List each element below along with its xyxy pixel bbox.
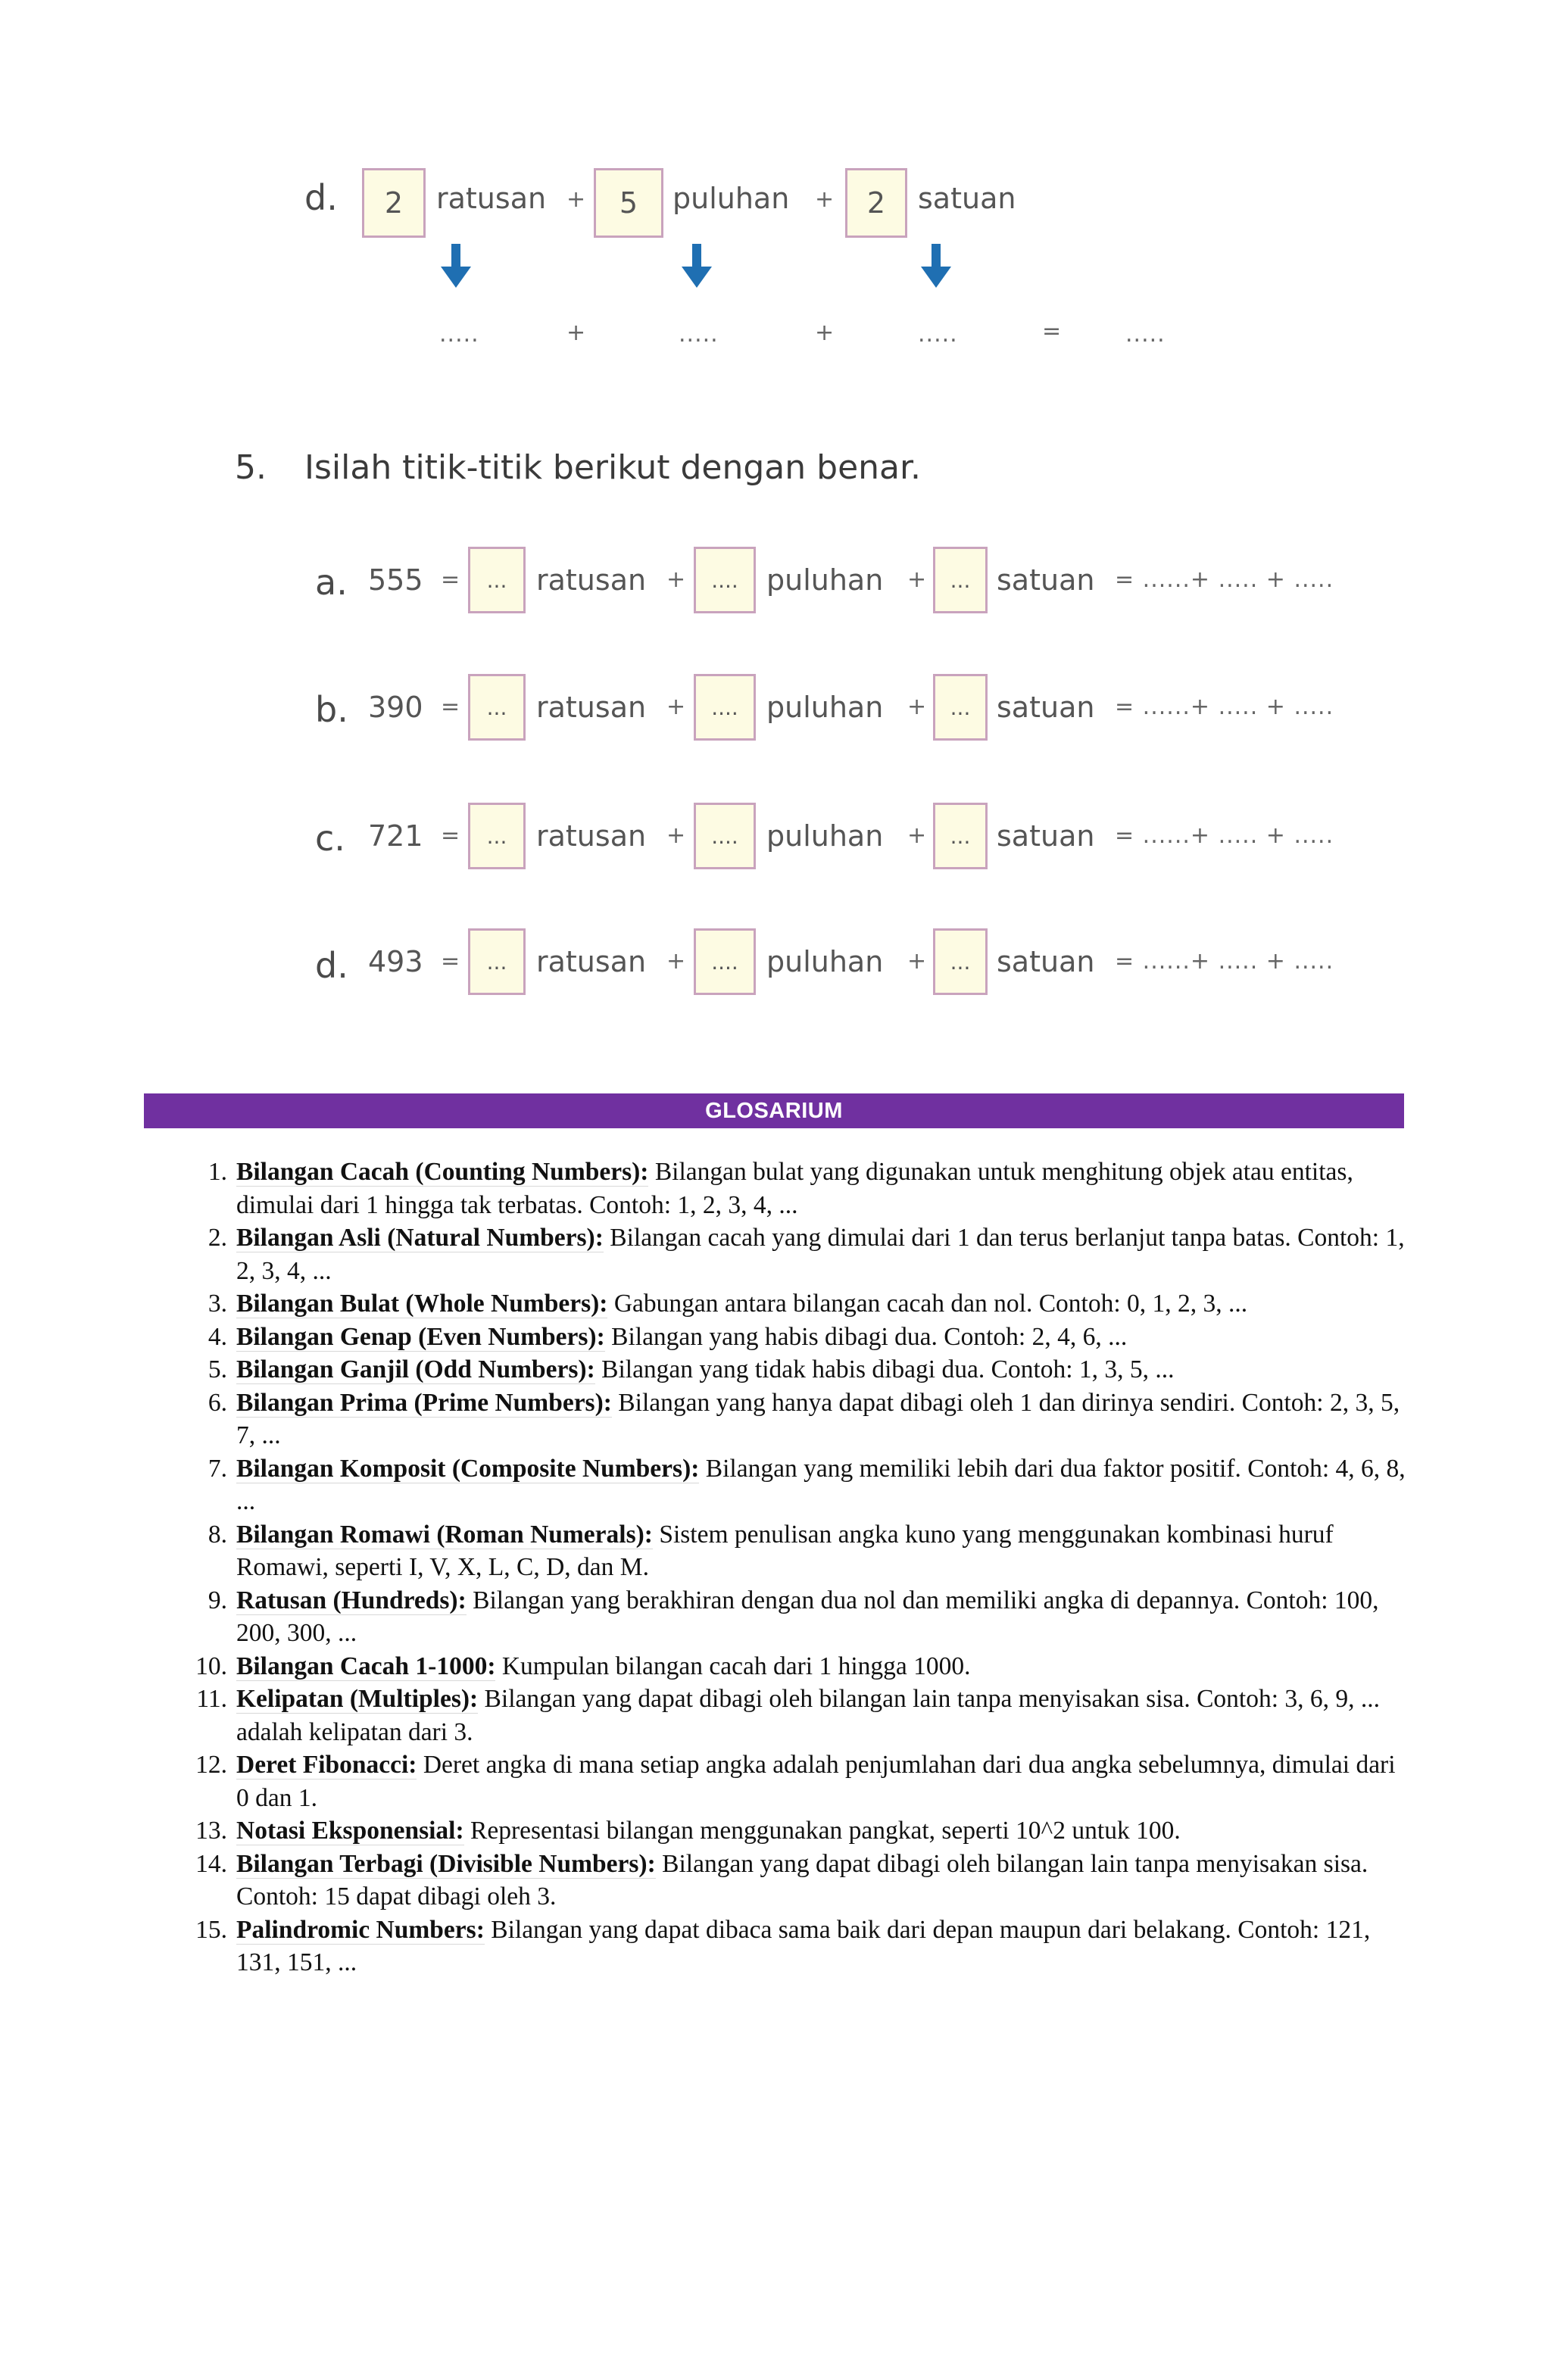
- plus-sign: +: [566, 320, 586, 346]
- ones-box[interactable]: ...: [933, 547, 988, 613]
- glossary-item-number: 3.: [208, 1290, 227, 1318]
- plus-sign: +: [815, 186, 835, 213]
- glossary-definition: Bilangan yang dapat dibaca sama baik dari depan maupun dari belakang. Contoh: 121, 131, 151, ...: [236, 1915, 1371, 1976]
- plus-sign: +: [666, 694, 686, 720]
- glossary-definition: Bilangan yang berakhiran dengan dua nol dan memiliki angka di depannya. Contoh: 100, 200, 300, ...: [236, 1586, 1379, 1647]
- ones-label: satuan: [997, 563, 1095, 597]
- glossary-item: [182, 1584, 1409, 1650]
- tens-box[interactable]: ....: [694, 547, 756, 613]
- row-value: 555: [368, 563, 423, 597]
- question-instruction: Isilah titik-titik berikut dengan benar.: [304, 448, 922, 487]
- plus-sign: +: [566, 186, 586, 213]
- glossary-term: Ratusan (Hundreds):: [236, 1586, 467, 1614]
- glossary-item-number: 11.: [196, 1685, 227, 1713]
- glossary-item-number: 10.: [195, 1652, 227, 1680]
- glossary-item-number: 6.: [208, 1388, 227, 1417]
- blank: .....: [439, 321, 479, 348]
- glossary-item-number: 12.: [195, 1751, 227, 1779]
- glossary-definition: Bilangan yang habis dibagi dua. Contoh: 2, 4, 6, ...: [604, 1322, 1128, 1351]
- glossary-term: Bilangan Komposit (Composite Numbers):: [236, 1454, 700, 1483]
- glossary-item-number: 7.: [208, 1454, 227, 1483]
- hundreds-box: 2: [362, 168, 426, 238]
- glossary-item: [182, 1221, 1409, 1287]
- tens-label: puluhan: [766, 945, 884, 978]
- glossary-definition: Bilangan yang dapat dibagi oleh bilangan lain tanpa menyisakan sisa. Contoh: 3, 6, 9, ... adalah kelipatan dari 3.: [236, 1685, 1381, 1746]
- tens-label: puluhan: [766, 691, 884, 724]
- glossary-definition: Bilangan cacah yang dimulai dari 1 dan terus berlanjut tanpa batas. Contoh: 1, 2, 3, 4, ...: [236, 1224, 1405, 1285]
- plus-sign: +: [666, 948, 686, 975]
- tens-box: 5: [594, 168, 663, 238]
- tens-label: puluhan: [673, 182, 790, 215]
- ones-label: satuan: [997, 691, 1095, 724]
- arrow-down-icon: [439, 244, 473, 289]
- glossary-term: Bilangan Genap (Even Numbers):: [236, 1322, 605, 1351]
- glossary-item-number: 15.: [195, 1915, 227, 1944]
- row-value: 390: [368, 691, 423, 724]
- glossary-item-number: 13.: [195, 1817, 227, 1845]
- glossary-term: Deret Fibonacci:: [236, 1751, 417, 1779]
- hundreds-box[interactable]: ...: [468, 803, 526, 869]
- expanded-form-blanks: = ......+ ..... + .....: [1115, 948, 1334, 975]
- plus-sign: +: [907, 566, 927, 593]
- ones-box: 2: [845, 168, 907, 238]
- glossary-item: [182, 1353, 1409, 1387]
- glossary-definition: Kumpulan bilangan cacah dari 1 hingga 1000.: [495, 1652, 971, 1680]
- glossary-term: Bilangan Asli (Natural Numbers):: [236, 1224, 604, 1252]
- glossary-term: Bilangan Cacah (Counting Numbers):: [236, 1158, 649, 1186]
- tens-box[interactable]: ....: [694, 674, 756, 741]
- equals-sign: =: [441, 948, 460, 975]
- glossary-item-number: 5.: [208, 1355, 227, 1383]
- glossary-definition: Bilangan yang hanya dapat dibagi oleh 1 dan dirinya sendiri. Contoh: 2, 3, 5, 7, ...: [236, 1388, 1400, 1449]
- glossary-item: [182, 1650, 1409, 1683]
- glossary-term: Bilangan Ganjil (Odd Numbers):: [236, 1355, 595, 1383]
- glossary-term: Bilangan Bulat (Whole Numbers):: [236, 1290, 608, 1318]
- glossary-definition: Bilangan yang dapat dibagi oleh bilangan lain tanpa menyisakan sisa. Contoh: 15 dapat dibagi oleh 3.: [236, 1849, 1368, 1911]
- ones-label: satuan: [997, 945, 1095, 978]
- glossary-term: Palindromic Numbers:: [236, 1915, 485, 1944]
- equals-sign: =: [441, 822, 460, 849]
- ones-label: satuan: [918, 182, 1016, 215]
- hundreds-box[interactable]: ...: [468, 674, 526, 741]
- glossary-definition: Gabungan antara bilangan cacah dan nol. Contoh: 0, 1, 2, 3, ...: [607, 1290, 1248, 1318]
- glossary-definition: Representasi bilangan menggunakan pangkat, seperti 10^2 untuk 100.: [463, 1817, 1181, 1845]
- equals-sign: =: [441, 566, 460, 593]
- blank: .....: [918, 321, 958, 348]
- plus-sign: +: [907, 694, 927, 720]
- glossary-item: [182, 1321, 1409, 1354]
- glossary-term: Bilangan Cacah 1-1000:: [236, 1652, 496, 1680]
- glossary-term: Bilangan Prima (Prime Numbers):: [236, 1388, 612, 1417]
- expanded-form-blanks: = ......+ ..... + .....: [1115, 694, 1334, 720]
- glossary-item: [182, 1287, 1409, 1321]
- glossary-term: Bilangan Romawi (Roman Numerals):: [236, 1520, 653, 1549]
- tens-box[interactable]: ....: [694, 803, 756, 869]
- row-value: 493: [368, 945, 423, 978]
- glossary-item: [182, 1914, 1409, 1979]
- glossary-list: [182, 1156, 1409, 1979]
- glossary-item-number: 2.: [208, 1224, 227, 1252]
- glossary-item: [182, 1518, 1409, 1584]
- glossary-item: [182, 1156, 1409, 1221]
- arrow-down-icon: [919, 244, 953, 289]
- expanded-form-blanks: = ......+ ..... + .....: [1115, 566, 1334, 593]
- exercise-letter: d.: [304, 177, 338, 218]
- tens-box[interactable]: ....: [694, 928, 756, 995]
- glossary-item: [182, 1814, 1409, 1848]
- glossary-item-number: 1.: [208, 1158, 227, 1186]
- glossary-item: [182, 1387, 1409, 1452]
- plus-sign: +: [907, 822, 927, 849]
- ones-box[interactable]: ...: [933, 803, 988, 869]
- glossary-item-number: 9.: [208, 1586, 227, 1614]
- hundreds-box[interactable]: ...: [468, 547, 526, 613]
- glossary-banner: GLOSARIUM: [144, 1093, 1404, 1128]
- hundreds-label: ratusan: [536, 563, 647, 597]
- tens-label: puluhan: [766, 819, 884, 853]
- hundreds-label: ratusan: [536, 691, 647, 724]
- equals-sign: =: [1042, 318, 1062, 345]
- row-letter: b.: [315, 689, 348, 730]
- plus-sign: +: [907, 948, 927, 975]
- equals-sign: =: [441, 694, 460, 720]
- glossary-definition: Sistem penulisan angka kuno yang menggunakan kombinasi huruf Romawi, seperti I, V, X, L, C, D, dan M.: [236, 1520, 1334, 1581]
- row-letter: c.: [315, 818, 345, 859]
- ones-box[interactable]: ...: [933, 674, 988, 741]
- expanded-form-blanks: = ......+ ..... + .....: [1115, 822, 1334, 849]
- hundreds-label: ratusan: [536, 819, 647, 853]
- plus-sign: +: [815, 320, 835, 346]
- row-letter: d.: [315, 945, 348, 986]
- plus-sign: +: [666, 822, 686, 849]
- glossary-item-number: 8.: [208, 1520, 227, 1549]
- glossary-definition: Bilangan bulat yang digunakan untuk menghitung objek atau entitas, dimulai dari 1 hingga tak terbatas. Contoh: 1, 2, 3, 4, ...: [236, 1158, 1353, 1219]
- glossary-definition: Bilangan yang tidak habis dibagi dua. Contoh: 1, 3, 5, ...: [594, 1355, 1175, 1383]
- glossary-item: [182, 1683, 1409, 1748]
- blank: .....: [1125, 321, 1166, 348]
- tens-label: puluhan: [766, 563, 884, 597]
- blank: .....: [679, 321, 719, 348]
- glossary-term: Bilangan Terbagi (Divisible Numbers):: [236, 1849, 656, 1878]
- hundreds-label: ratusan: [536, 945, 647, 978]
- row-value: 721: [368, 819, 423, 853]
- glossary-definition: Bilangan yang memiliki lebih dari dua faktor positif. Contoh: 4, 6, 8, ...: [236, 1454, 1406, 1515]
- plus-sign: +: [666, 566, 686, 593]
- ones-label: satuan: [997, 819, 1095, 853]
- glossary-term: Notasi Eksponensial:: [236, 1817, 464, 1845]
- hundreds-box[interactable]: ...: [468, 928, 526, 995]
- glossary-term: Kelipatan (Multiples):: [236, 1685, 479, 1713]
- glossary-definition: Deret angka di mana setiap angka adalah penjumlahan dari dua angka sebelumnya, dimulai dari 0 dan 1.: [236, 1751, 1396, 1812]
- glossary-item-number: 14.: [195, 1849, 227, 1878]
- glossary-item: [182, 1748, 1409, 1814]
- glossary-item-number: 4.: [208, 1322, 227, 1351]
- glossary-item: [182, 1848, 1409, 1914]
- question-number: 5.: [235, 448, 267, 487]
- hundreds-label: ratusan: [436, 182, 547, 215]
- ones-box[interactable]: ...: [933, 928, 988, 995]
- row-letter: a.: [315, 562, 348, 603]
- arrow-down-icon: [680, 244, 713, 289]
- glossary-item: [182, 1452, 1409, 1518]
